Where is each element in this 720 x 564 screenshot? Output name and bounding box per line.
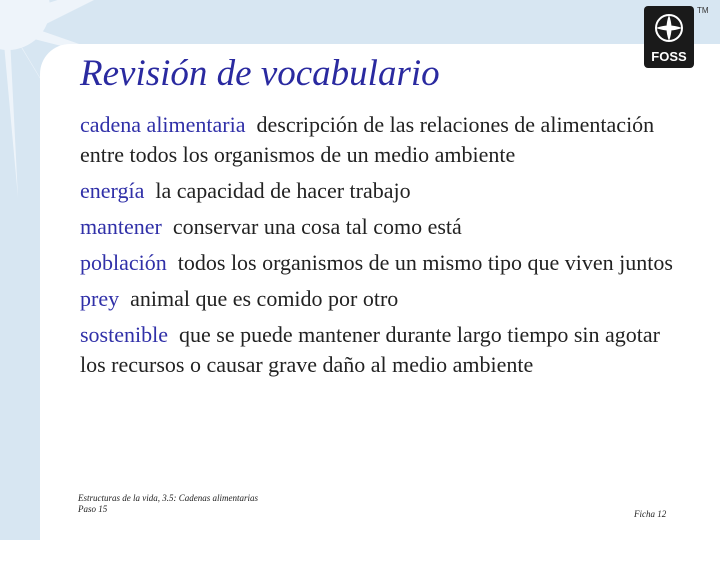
definition: la capacidad de hacer trabajo: [155, 178, 411, 203]
footer-page: Ficha 12: [634, 509, 667, 519]
definition: descripción de las relaciones de alimentación entre todos los organismos de un medio ambiente: [80, 112, 655, 167]
definition: todos los organismos de un mismo tipo que viven juntos: [177, 250, 673, 275]
footer-line-2: Paso 15: [78, 504, 108, 514]
definition-entry: [80, 212, 680, 242]
definition: animal que es comido por otro: [130, 286, 399, 311]
footer-source: [78, 493, 258, 515]
term: sostenible: [80, 322, 168, 347]
foss-logo: [644, 6, 694, 68]
definition-entry: [80, 110, 680, 170]
logo-text: FOSS: [651, 49, 687, 64]
definition-entry: [80, 176, 680, 206]
term: prey: [80, 286, 120, 311]
term: población: [80, 250, 167, 275]
term: energía: [80, 178, 145, 203]
trademark-label: TM: [697, 6, 709, 15]
slide-title: Revisión de vocabulario: [80, 53, 440, 94]
definition-entry: [80, 284, 680, 314]
definition: que se puede mantener durante largo tiempo sin agotar los recursos o causar grave daño al medio ambiente: [80, 322, 660, 377]
term: mantener: [80, 214, 162, 239]
term: cadena alimentaria: [80, 112, 246, 137]
definition-list: [80, 110, 680, 386]
definition: conservar una cosa tal como está: [172, 214, 462, 239]
definition-entry: [80, 248, 680, 278]
definition-entry: [80, 320, 680, 380]
footer-line-1: Estructuras de la vida, 3.5: Cadenas alimentarias: [78, 493, 258, 503]
